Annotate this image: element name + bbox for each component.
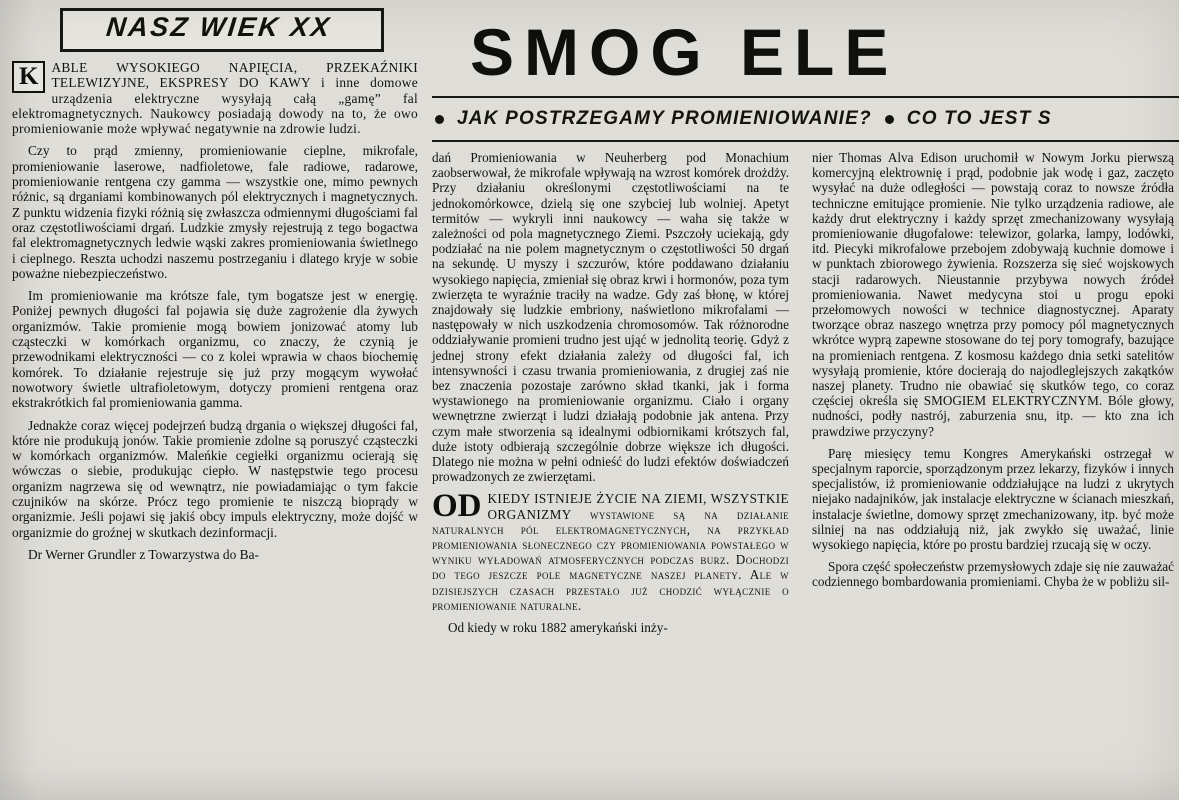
- paragraph: Spora część społeczeństw przemysłowych zdaje się nie zauważać codziennego bombardowania promieniami. Chyba że w pobliżu sil-: [812, 559, 1175, 590]
- paragraph-text: KIEDY ISTNIEJE ŻYCIE NA ZIEMI, WSZYSTKIE ORGANIZMY wystawione są na działanie naturalnych pól elektromagnetycznych, na przykład promieniowania słonecznego czy promieniowania powstałego w wyniku wyładowań atmosferycznych podczas burz. Dochodzi do tego jeszcze pole magnetyczne naszej planety. Ale w dzisiejszych czasach przestało już chodzić wyłącznie o promieniowanie naturalne.: [432, 491, 789, 613]
- paragraph: Jednakże coraz więcej podejrzeń budzą drgania o większej długości fal, które nie produkują jonów. Takie promienie zdolne są poruszyć cząsteczki w komórkach organizmów. Maleńkie cegiełki organizmu ocierają się wówczas o siebie, produkując ciepło. W następstwie tego procesu organizm nagrzewa się od wewnątrz, nie powiadamiając o tym fakcie czujników na skórze. Prócz tego promienie te niszczą bioprądy w organizmie. Jeśli pojawi się jakiś obcy impuls elektryczny, może dojść w organizmie do groźnej w skutkach dezinformacji.: [12, 417, 418, 540]
- bullet-icon: [885, 115, 894, 124]
- paragraph: Od kiedy w roku 1882 amerykański inży-: [448, 620, 668, 636]
- paragraph-text: ABLE WYSOKIEGO NAPIĘCIA, PRZEKAŹNIKI TELEWIZYJNE, EKSPRESY DO KAWY i inne domowe urządzenia elektryczne wysyłają całą „gamę” fal elektromagnetycznych. Naukowcy posiadają dowody na to, że owo promieniowanie może wpływać negatywnie na zdrowie ludzi.: [12, 60, 418, 137]
- article-column-2: [432, 150, 789, 635]
- paragraph: [12, 60, 418, 136]
- paragraph: dań Promieniowania w Neuherberg pod Monachium zaobserwował, że mikrofale wpływają na wzrost komórek drożdży. Przy działaniu określonymi częstotliwościami na te jednokomórkowce, dzielą się one szybciej lub wolniej. Apetyt termitów — wykryli inni naukowcy — waha się także w zależności od pola magnetycznego Ziemi. Pszczoły uciekają, gdy podziałać na nie polem magnetycznym o częstotliwości 50 drgań na sekundę. U myszy i szczurów, które poddawano działaniu wysokiego napięcia, zmieniał się obraz krwi i hormonów, poza tym zwierzęta te wyraźnie traciły na wadze. Gdy zaś błonę, w której znajdowały się ludzkie embriony, naświetlono mikrofalami — następowały w nich uszkodzenia chromosomów. Tak różnorodne oddziaływanie promieni trudno jest ująć w jednolitą teorię. Gdyż z jednej strony efekt działania zależy od długości fal, ich intensywności i czasu trwania promieniowania, z drugiej zaś nie bez znaczenia pozostaje zarówno skład tkanki, jak i forma wystawionego na promieniowanie organizmu. Ciało i organy wewnętrzne zwierząt i ludzi działają podobnie jak antena. Przy czym małe stworzenia są idealnymi odbiornikami krótszych fal, duże istoty odbierają szczególnie dobrze większe ich długości. Dlatego nie można w pełni odnieść do ludzi efektów doświadczeń prowadzonych ze zwierzętami.: [432, 150, 789, 485]
- paragraph: [432, 488, 789, 613]
- paragraph: Im promieniowanie ma krótsze fale, tym bogatsze jest w energię. Poniżej pewnych długości fal pojawia się duże zagrożenie dla żywych organizmów. Takie promienie mogą bowiem jonizować atomy lub cząsteczki w komórkach organizmu, co znaczy, że czynią je przewodnikami elektryczności — co z kolei wprawia w chaos biochemię komórek. To działanie rejestruje się już przy mogącym wywołać nowotwory świetle ultrafioletowym, dotyczy promieni rentgena oraz ekstrakrótkich fal promieniowania gamma.: [12, 288, 418, 411]
- article-column-3: [812, 150, 1174, 590]
- strapline-question-1: JAK POSTRZEGAMY PROMIENIOWANIE?: [457, 108, 872, 129]
- strapline: [432, 104, 1179, 134]
- drop-cap: K: [12, 61, 45, 93]
- article-column-1: [12, 60, 418, 562]
- paragraph: Czy to prąd zmienny, promieniowanie cieplne, mikrofale, promieniowanie laserowe, nadfioletowe, fale radiowe, radarowe, promieniowanie rentgena czy gamma — wszystkie one, mimo pewnych różnic, są drganiami kombinowanych pól elektrycznych i magnetycznych. Z punktu widzenia fizyki różnią się zwłaszcza odmiennymi długościami fal oraz częstotliwościami drgań. Ludzkie zmysły rejestrują z tego bogactwa fal elektromagnetycznych ledwie wąski zakres promieniowania świetlnego i cieplnego. Reszta uchodzi naszemu postrzeganiu i dlatego kryje w sobie poważne niebezpieczeństwo.: [12, 143, 418, 281]
- divider-bottom: [432, 140, 1179, 142]
- headline-title: SMOG ELE: [470, 15, 899, 89]
- drop-cap: OD: [432, 488, 482, 525]
- strapline-question-2: CO TO JEST S: [906, 108, 1052, 129]
- divider-top: [432, 96, 1179, 98]
- bullet-icon: [435, 115, 444, 124]
- paragraph: Dr Werner Grundler z Towarzystwa do Ba-: [28, 546, 259, 562]
- paragraph: Parę miesięcy temu Kongres Amerykański ostrzegał w specjalnym raporcie, sporządzonym przez lekarzy, fizyków i innych specjalistów, iż promieniowanie oddziałujące na ludzi z ukrytych niejako nadajników, jak instalacje elektryczne w ścianach mieszkań, instalacje świetlne, domowy sprzęt zmechanizowany, itp. być może silniej na nas oddziałują niż, jak zwykło się uważać, linie wysokiego napięcia, które po prostu bardziej rzucają się w oczy.: [812, 445, 1174, 553]
- kicker-label: NASZ WIEK XX: [104, 12, 334, 42]
- paragraph: nier Thomas Alva Edison uruchomił w Nowym Jorku pierwszą komercyjną elektrownię i prąd, podobnie jak wodę i gaz, zaczęto wysyłać na duże odległości — powstają coraz to nowsze źródła techniczne emitujące promienie. Nie tylko urządzenia radiowe, ale każdy drut elektryczny i każdy sprzęt zmechanizowany wysyłają promieniowanie długofalowe: telewizor, golarka, lampy, lodówki, itd. Piecyki mikrofalowe przebojem zdobywają kuchnie domowe i w punktach zbiorowego żywienia. Rozszerza się sieć wojskowych stacji radarowych. Nieustannie przybywa nowych źródeł promieniowania. Nawet medycyna stoi u progu epoki przełomowych nowości w technice diagnostycznej. Aparaty tworzące obraz naszego wnętrza przy pomocy pól magnetycznych wkrótce wyprą zapewne stosowane do tej pory tomografy, bazujące na promieniach rentgena. Z kosmosu każdego dnia setki satelitów wysyłają promienie, które docierają do najodleglejszych zakątków naszej planety. Trudno nie obawiać się skutków tego, co coraz częściej określa się SMOGIEM ELEKTRYCZNYM. Bóle głowy, nudności, podły nastrój, zaburzenia snu, itp. — kto zna ich prawdziwe przyczyny?: [812, 150, 1174, 439]
